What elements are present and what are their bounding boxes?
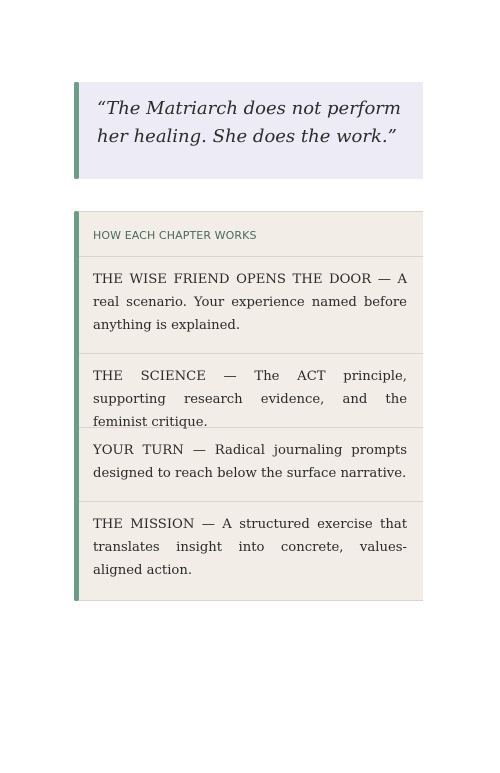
chapter-guide-header <box>79 211 423 257</box>
chapter-guide-box <box>74 211 423 601</box>
step-text: YOUR TURN — Radical journaling prompts designed to reach below the surface narrative. <box>93 443 407 481</box>
step-text: THE MISSION — A structured exercise that translates insight into concrete, values-aligned action. <box>93 517 407 578</box>
quote-text: “The Matriarch does not perform her healing. She does the work.” <box>97 98 401 147</box>
step-text: THE SCIENCE — The ACT principle, supporting research evidence, and the feminist critique. <box>93 369 407 430</box>
chapter-step-wise-friend <box>79 257 423 354</box>
chapter-step-mission <box>79 502 423 601</box>
chapter-guide-heading: HOW EACH CHAPTER WORKS <box>93 229 257 242</box>
chapter-step-your-turn <box>79 428 423 502</box>
step-text: THE WISE FRIEND OPENS THE DOOR — A real scenario. Your experience named before anything is explained. <box>93 272 407 333</box>
quote-accent-bar <box>74 82 79 179</box>
pull-quote <box>74 82 423 179</box>
chapter-step-science <box>79 354 423 428</box>
